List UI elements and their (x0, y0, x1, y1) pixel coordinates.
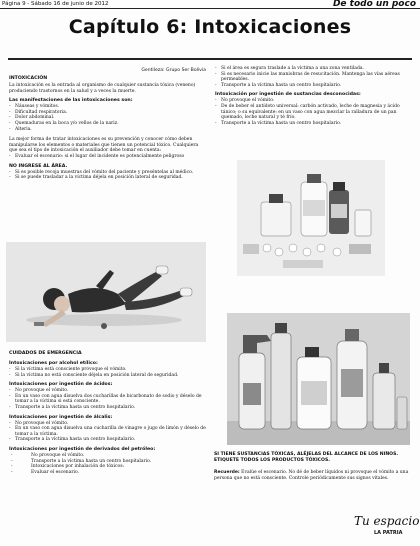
alkalis-list (9, 421, 208, 443)
alkalis-heading: Intoxicaciones por ingestión de álcalis: (9, 414, 113, 420)
alcohol-list (9, 367, 208, 378)
logo-tagline: LA PATRIA (374, 530, 403, 536)
tu-espacio-logo (352, 505, 420, 541)
list-item: - Transporte a la víctima hasta un centro hospitalario. (9, 459, 208, 465)
acids-heading: Intoxicaciones por ingestión de ácidos: (9, 382, 113, 388)
inhalation-list (215, 66, 411, 88)
left-column-top (9, 76, 208, 181)
list-item: - No provoque el vómito. (9, 453, 208, 459)
petroleum-list (9, 453, 208, 475)
warning-text: SI TIENE SUSTANCIAS TÓXICAS, ALÉJELAS DEL ALCANCE DE LOS NIÑOS. ETIQUETE TODOS LOS PRODUCTOS TÓXICOS. (214, 452, 399, 463)
list-item: - Dificultad respiratoria. (9, 110, 208, 116)
acids-list (9, 388, 208, 410)
list-item: - Dolor abdominal. (9, 115, 208, 121)
no-area-list (9, 170, 208, 181)
list-item: - En un vaso con agua disuelva una cucharilla de vinagre o jugo de limón y déselo de tomar a la víctima. (9, 426, 208, 437)
list-item: - Transporte a la víctima hasta un centro hospitalario. (9, 405, 208, 411)
emergency-heading: CUIDADOS DE EMERGENCIA (9, 351, 82, 356)
treatment-list (9, 154, 208, 160)
right-column-top (215, 66, 411, 126)
list-item: - Evaluar el escenario: si el lugar del incidente es potencialmente peligroso (9, 154, 208, 160)
medicines-photo (237, 160, 385, 276)
reminder-block (214, 470, 410, 481)
list-item: - Si es posible recoja muestras del vómito del paciente y preséntelas al médico. (9, 170, 208, 176)
left-column-bottom (9, 351, 208, 475)
list-item: - Si la víctima no está consciente déjela en posición lateral de seguridad. (9, 373, 208, 379)
list-item: - No provoque el vómito. (9, 421, 208, 427)
unknown-list (215, 98, 411, 126)
reminder-label: Recuerde: (214, 470, 240, 475)
list-item: - No provoque el vómito. (9, 388, 208, 394)
manifestations-heading: Las manifestaciones de las intoxicaciones son: (9, 98, 133, 104)
list-item: - En un vaso con agua disuelva dos cucharillas de bicarbonato de sodio y déselo de tomar a la víctima si está consciente. (9, 394, 208, 405)
page-header (0, 0, 420, 9)
list-item: - De de beber el antídoto universal: carbón activado, leche de magnesia y ácido tánico; o su equivalente: en un vaso con agua mezclar la ralladura de un pan quemado, leche natural y té frío. (215, 104, 411, 121)
medicines-illustration (237, 160, 385, 276)
intro-heading: INTOXICACIÓN (9, 76, 48, 81)
list-item: - Evaluar el escenario. (9, 470, 208, 476)
treatment-text: La mejor forma de tratar intoxicaciones es su prevención y conocer cómo deben manipularse los elementos o materiales que tienen un potencial tóxico. Cualquiera que sea el tipo de intoxicación el auxiliador debe tomar en cuenta: (9, 137, 199, 154)
list-item: - Transporte a la víctima hasta un centro hospitalario. (9, 437, 208, 443)
list-item: - Si es necesario inicie las maniobras de resucitación. Mantenga las vías aéreas permeables. (215, 72, 411, 83)
list-item: - Alteria. (9, 127, 208, 133)
intro-text: La intoxicación es la entrada al organismo de cualquier sustancia tóxica (veneno) produciendo trastornos en la salud y a veces la muerte. (9, 83, 196, 94)
list-item: - Quemaduras en la boca y/o vellos de la nariz. (9, 121, 208, 127)
alcohol-heading: Intoxicaciones por alcohol etílico: (9, 361, 98, 366)
list-item: - Transporte a la víctima hasta un centro hospitalario. (215, 121, 411, 127)
logo-name: Tu espacio (354, 514, 420, 528)
reminder-text: Evalúe el escenario. No dé de beber líquidos ni provoque el vómito a una persona que no está consciente. Controle periódicamente sus signos vitales. (214, 470, 409, 481)
logo-mark (352, 505, 420, 541)
chapter-title: Capítulo 6: Intoxicaciones (68, 16, 352, 38)
credit-line: Gentileza: Grupo Ser Bolivia (141, 68, 206, 73)
list-item: - Si la víctima está consciente provoque el vómito. (9, 367, 208, 373)
child-lying-illustration (6, 242, 206, 342)
cleaning-products-illustration (227, 313, 410, 445)
section-name: De todo un poco (332, 0, 416, 9)
list-item: - Si el área es segura traslade a la víctima a una zona ventilada. (215, 66, 411, 72)
title-divider (8, 58, 412, 60)
list-item: - Intoxicaciones por inhalación de tóxicos: (9, 464, 208, 470)
petroleum-heading: Intoxicaciones por ingestión de derivados del petróleo: (9, 446, 156, 452)
child-lying-photo (6, 242, 206, 342)
list-item: - Transporte a la víctima hasta un centro hospitalario. (215, 83, 411, 89)
list-item: - No provoque el vómito. (215, 98, 411, 104)
no-area-heading: NO INGRESE AL ÁREA. (9, 163, 68, 169)
list-item: - Si se puede trasladar a la víctima déjela en posición lateral de seguridad. (9, 175, 208, 181)
cleaning-products-photo (227, 313, 410, 445)
list-item: - Náuseas y vómitos. (9, 104, 208, 110)
manifestations-list (9, 104, 208, 132)
page-info: Página 9 - Sábado 16 de junio de 2012 (2, 1, 109, 7)
unknown-heading: Intoxicación por ingestión de sustancias desconocidas: (215, 92, 361, 98)
